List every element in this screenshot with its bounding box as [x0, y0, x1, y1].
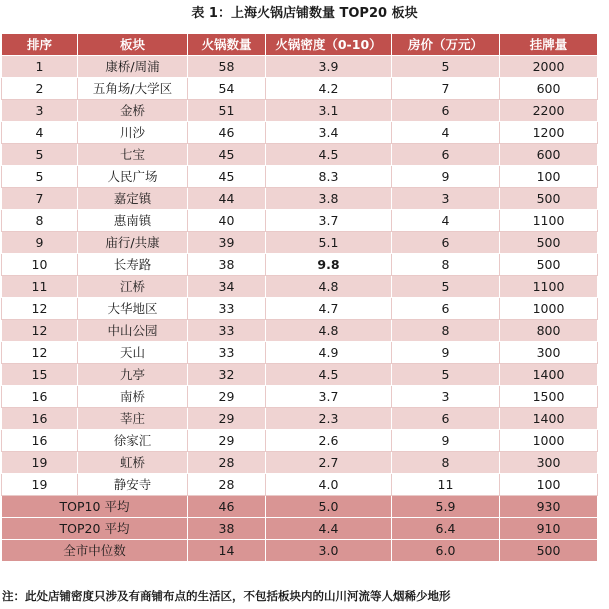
- district-cell: 大华地区: [78, 298, 188, 320]
- count-cell: 45: [188, 144, 266, 166]
- listings-cell: 600: [500, 78, 598, 100]
- summary-density-cell: 5.0: [266, 496, 392, 518]
- table-row: [2, 430, 598, 452]
- summary-price-cell: 6.0: [392, 540, 500, 562]
- density-cell: 4.7: [266, 298, 392, 320]
- summary-row: [2, 540, 598, 562]
- table-row: [2, 166, 598, 188]
- density-cell: 2.6: [266, 430, 392, 452]
- table-row: [2, 408, 598, 430]
- district-cell: 莘庄: [78, 408, 188, 430]
- district-cell: 人民广场: [78, 166, 188, 188]
- table-row: [2, 232, 598, 254]
- density-cell: 3.4: [266, 122, 392, 144]
- listings-cell: 2200: [500, 100, 598, 122]
- density-cell: 4.9: [266, 342, 392, 364]
- listings-cell: 300: [500, 452, 598, 474]
- rank-cell: 9: [2, 232, 78, 254]
- district-cell: 五角场/大学区: [78, 78, 188, 100]
- price-cell: 9: [392, 430, 500, 452]
- summary-label-cell: TOP10 平均: [2, 496, 188, 518]
- header-hotpot-density: 火锅密度（0-10）: [266, 34, 392, 56]
- listings-cell: 1400: [500, 364, 598, 386]
- count-cell: 33: [188, 298, 266, 320]
- count-cell: 29: [188, 430, 266, 452]
- listings-cell: 2000: [500, 56, 598, 78]
- header-house-price: 房价（万元）: [392, 34, 500, 56]
- listings-cell: 500: [500, 232, 598, 254]
- price-cell: 9: [392, 342, 500, 364]
- table-row: [2, 56, 598, 78]
- rank-cell: 12: [2, 320, 78, 342]
- rank-cell: 7: [2, 188, 78, 210]
- price-cell: 3: [392, 386, 500, 408]
- price-cell: 9: [392, 166, 500, 188]
- price-cell: 3: [392, 188, 500, 210]
- price-cell: 4: [392, 210, 500, 232]
- count-cell: 33: [188, 342, 266, 364]
- listings-cell: 1400: [500, 408, 598, 430]
- summary-price-cell: 5.9: [392, 496, 500, 518]
- table-body: [2, 56, 598, 496]
- table-row: [2, 342, 598, 364]
- count-cell: 39: [188, 232, 266, 254]
- listings-cell: 1200: [500, 122, 598, 144]
- price-cell: 6: [392, 100, 500, 122]
- table-row: [2, 452, 598, 474]
- count-cell: 29: [188, 408, 266, 430]
- table-row: [2, 474, 598, 496]
- listings-cell: 500: [500, 188, 598, 210]
- density-cell: 4.8: [266, 276, 392, 298]
- summary-label-cell: TOP20 平均: [2, 518, 188, 540]
- rank-cell: 16: [2, 430, 78, 452]
- table-summary: [2, 496, 598, 562]
- summary-price-cell: 6.4: [392, 518, 500, 540]
- density-cell: 4.0: [266, 474, 392, 496]
- rank-cell: 15: [2, 364, 78, 386]
- listings-cell: 100: [500, 474, 598, 496]
- district-cell: 南桥: [78, 386, 188, 408]
- count-cell: 38: [188, 254, 266, 276]
- density-cell: 3.7: [266, 386, 392, 408]
- table-row: [2, 364, 598, 386]
- listings-cell: 1100: [500, 276, 598, 298]
- district-cell: 江桥: [78, 276, 188, 298]
- summary-row: [2, 518, 598, 540]
- price-cell: 8: [392, 452, 500, 474]
- density-cell: 3.7: [266, 210, 392, 232]
- header-district: 板块: [78, 34, 188, 56]
- summary-count-cell: 38: [188, 518, 266, 540]
- density-cell: 2.7: [266, 452, 392, 474]
- table-row: [2, 276, 598, 298]
- district-cell: 九亭: [78, 364, 188, 386]
- summary-density-cell: 4.4: [266, 518, 392, 540]
- count-cell: 33: [188, 320, 266, 342]
- rank-cell: 11: [2, 276, 78, 298]
- table-title: 表 1：上海火锅店铺数量 TOP20 板块: [191, 6, 418, 21]
- price-cell: 6: [392, 144, 500, 166]
- rank-cell: 1: [2, 56, 78, 78]
- price-cell: 6: [392, 298, 500, 320]
- count-cell: 51: [188, 100, 266, 122]
- rank-cell: 12: [2, 342, 78, 364]
- count-cell: 54: [188, 78, 266, 100]
- count-cell: 44: [188, 188, 266, 210]
- hotpot-top20-table: [1, 33, 598, 562]
- district-cell: 中山公园: [78, 320, 188, 342]
- price-cell: 7: [392, 78, 500, 100]
- density-cell: 3.8: [266, 188, 392, 210]
- count-cell: 45: [188, 166, 266, 188]
- price-cell: 6: [392, 408, 500, 430]
- district-cell: 徐家汇: [78, 430, 188, 452]
- price-cell: 6: [392, 232, 500, 254]
- district-cell: 康桥/周浦: [78, 56, 188, 78]
- district-cell: 静安寺: [78, 474, 188, 496]
- listings-cell: 100: [500, 166, 598, 188]
- rank-cell: 4: [2, 122, 78, 144]
- count-cell: 46: [188, 122, 266, 144]
- summary-count-cell: 46: [188, 496, 266, 518]
- listings-cell: 300: [500, 342, 598, 364]
- density-cell: 4.2: [266, 78, 392, 100]
- listings-cell: 600: [500, 144, 598, 166]
- rank-cell: 12: [2, 298, 78, 320]
- price-cell: 8: [392, 254, 500, 276]
- rank-cell: 5: [2, 166, 78, 188]
- table-row: [2, 210, 598, 232]
- rank-cell: 19: [2, 474, 78, 496]
- count-cell: 40: [188, 210, 266, 232]
- listings-cell: 800: [500, 320, 598, 342]
- table-row: [2, 386, 598, 408]
- density-cell: 2.3: [266, 408, 392, 430]
- count-cell: 34: [188, 276, 266, 298]
- count-cell: 29: [188, 386, 266, 408]
- rank-cell: 16: [2, 386, 78, 408]
- district-cell: 长寿路: [78, 254, 188, 276]
- footnote: 注：此处店铺密度只涉及有商铺布点的生活区，不包括板块内的山川河流等人烟稀少地形: [2, 589, 451, 603]
- listings-cell: 1500: [500, 386, 598, 408]
- count-cell: 28: [188, 474, 266, 496]
- rank-cell: 8: [2, 210, 78, 232]
- price-cell: 11: [392, 474, 500, 496]
- header-hotpot-count: 火锅数量: [188, 34, 266, 56]
- rank-cell: 5: [2, 144, 78, 166]
- table-row: [2, 122, 598, 144]
- table-row: [2, 298, 598, 320]
- density-cell: 3.9: [266, 56, 392, 78]
- count-cell: 58: [188, 56, 266, 78]
- rank-cell: 16: [2, 408, 78, 430]
- summary-row: [2, 496, 598, 518]
- count-cell: 32: [188, 364, 266, 386]
- district-cell: 惠南镇: [78, 210, 188, 232]
- header-rank: 排序: [2, 34, 78, 56]
- density-cell: 4.5: [266, 364, 392, 386]
- summary-density-cell: 3.0: [266, 540, 392, 562]
- table-row: [2, 78, 598, 100]
- listings-cell: 1000: [500, 430, 598, 452]
- rank-cell: 3: [2, 100, 78, 122]
- district-cell: 金桥: [78, 100, 188, 122]
- rank-cell: 19: [2, 452, 78, 474]
- summary-label-cell: 全市中位数: [2, 540, 188, 562]
- density-cell: 4.5: [266, 144, 392, 166]
- header-listings: 挂牌量: [500, 34, 598, 56]
- summary-listings-cell: 930: [500, 496, 598, 518]
- rank-cell: 2: [2, 78, 78, 100]
- price-cell: 5: [392, 276, 500, 298]
- price-cell: 4: [392, 122, 500, 144]
- density-cell: 5.1: [266, 232, 392, 254]
- density-cell: 3.1: [266, 100, 392, 122]
- summary-listings-cell: 500: [500, 540, 598, 562]
- listings-cell: 1100: [500, 210, 598, 232]
- price-cell: 5: [392, 364, 500, 386]
- district-cell: 七宝: [78, 144, 188, 166]
- density-cell: 9.8: [266, 254, 392, 276]
- table-row: [2, 188, 598, 210]
- district-cell: 嘉定镇: [78, 188, 188, 210]
- summary-listings-cell: 910: [500, 518, 598, 540]
- district-cell: 川沙: [78, 122, 188, 144]
- district-cell: 虹桥: [78, 452, 188, 474]
- count-cell: 28: [188, 452, 266, 474]
- table-row: [2, 100, 598, 122]
- listings-cell: 1000: [500, 298, 598, 320]
- header-row: [2, 34, 598, 56]
- district-cell: 庙行/共康: [78, 232, 188, 254]
- table-row: [2, 320, 598, 342]
- summary-count-cell: 14: [188, 540, 266, 562]
- rank-cell: 10: [2, 254, 78, 276]
- listings-cell: 500: [500, 254, 598, 276]
- price-cell: 5: [392, 56, 500, 78]
- density-cell: 8.3: [266, 166, 392, 188]
- district-cell: 天山: [78, 342, 188, 364]
- table-row: [2, 144, 598, 166]
- table-row: [2, 254, 598, 276]
- price-cell: 8: [392, 320, 500, 342]
- density-cell: 4.8: [266, 320, 392, 342]
